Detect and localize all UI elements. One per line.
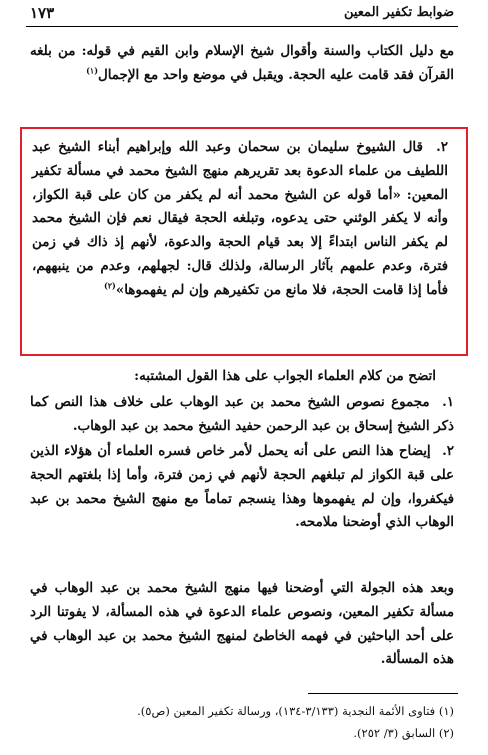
answer-point-1 [30,391,454,439]
page-header [26,2,458,27]
footnote-1: (١) فتاوى الأئمة النجدية (٣/١٣٣-١٣٤)، ورسالة تكفير المعين (ص٥). [137,704,454,718]
quote-item-2 [32,136,448,303]
footnotes [30,700,454,744]
footnote-ref-2: (٢) [103,280,116,291]
footnote-2: (٢) السابق (٣/ ٢٥٢). [353,726,454,740]
closing-text: وبعد هذه الجولة التي أوضحنا فيها منهج الشيخ محمد بن عبد الوهاب في مسألة تكفير المعين، ونصوص علماء الدعوة في هذه المسألة، لا يفوتنا الرد على أحد الباحثين في فهمه الخاطئ لمنهج الشيخ محمد بن عبد الوهاب في هذه المسألة. [30,580,454,668]
intro-text: مع دليل الكتاب والسنة وأقوال شيخ الإسلام وابن القيم في قوله: من بلغه القرآن فقد قامت عليه الحجة. ويقبل في موضع واحد مع الإجمال [30,43,454,83]
point-number: ١. [442,394,454,410]
footnote-ref-1: (١) [86,65,98,76]
footnote-divider [308,693,458,694]
closing-paragraph [30,577,454,672]
running-title: ضوابط تكفير المعين [343,5,454,20]
conclusion-intro [30,365,436,389]
conclusion-intro-text: اتضح من كلام العلماء الجواب على هذا القول المشتبه: [134,368,436,384]
answer-point-text: مجموع نصوص الشيخ محمد بن عبد الوهاب على خلاف هذا النص كما ذكر الشيخ إسحاق بن عبد الرحمن حفيد الشيخ محمد بن عبد الوهاب. [30,394,454,434]
item-number: ٢. [436,139,448,155]
answer-point-2 [30,440,454,535]
answer-point-text: إيضاح هذا النص على أنه يحمل لأمر خاص فسره العلماء أن هؤلاء الذين على قبة الكواز لم تبلغهم الحجة لأنهم في زمن فترة، وأما إذا بلغتهم الحجة فيكفروا، وإن لم يفهموها وهذا ينسجم تماماً مع منهج الشيخ محمد بن عبد الوهاب الذي أوضحنا ملامحه. [30,443,454,531]
intro-paragraph [30,40,454,88]
quote-text: قال الشيوخ سليمان بن سحمان وعبد الله وإبراهيم أبناء الشيخ عبد اللطيف من علماء الدعوة بعد تقريرهم منهج الشيخ محمد في مسألة تكفير المعين: «أما قوله عن الشيخ محمد أنه لم يكفر من كان على قبة الكواز، وأنه لا يكفر الوثني حتى يدعوه، وتبلغه الحجة فيقال نعم فإن الشيخ محمد لم يكفر الناس ابتداءً إلا بعد قيام الحجة والدعوة، لأنهم إذ ذاك في زمن فترة، وعدم علمهم بآثار الرسالة، ولذلك قال: لجهلهم، وعدم من ينبههم، فأما إذا قامت الحجة، فلا مانع من تكفيرهم وإن لم يفهموها» [32,139,448,298]
page-number: ١٧٣ [30,4,55,22]
point-number: ٢. [442,443,454,459]
